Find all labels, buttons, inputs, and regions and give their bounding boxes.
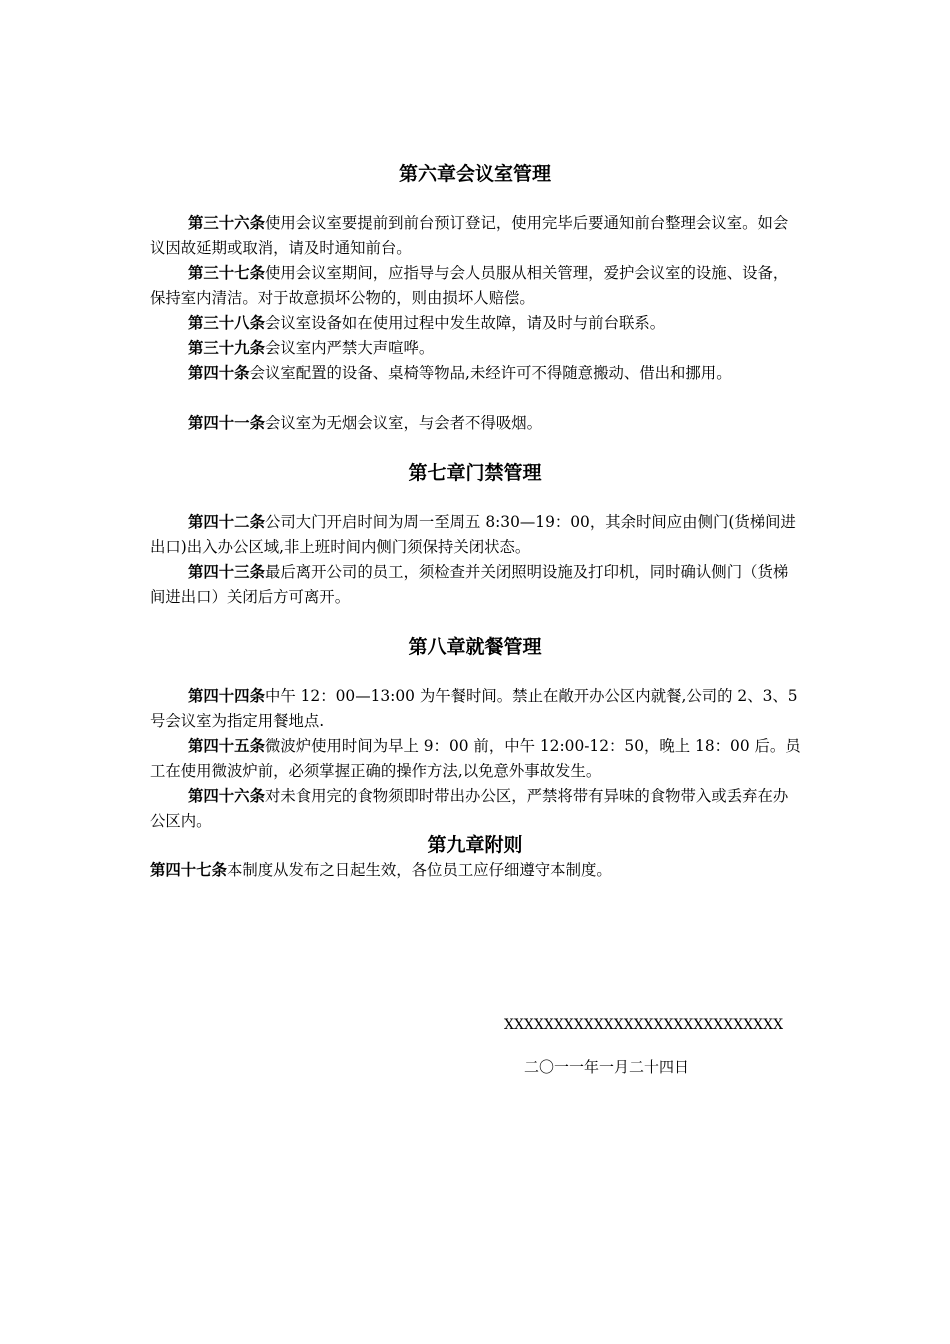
article-label: 第四十七条 [150,861,227,879]
chapter-9-heading: 第九章附则 [427,834,523,856]
article-36 [150,211,802,261]
article-45 [150,734,802,784]
article-text: 会议室为无烟会议室，与会者不得吸烟。 [264,414,543,432]
article-label: 第三十九条 [188,339,265,357]
article-44 [150,684,802,734]
article-text: 会议室内严禁大声喧哗。 [264,339,435,357]
chapter-7-heading: 第七章门禁管理 [408,462,542,484]
chapter-6-heading: 第六章会议室管理 [398,163,551,185]
article-40 [150,361,802,386]
article-label: 第四十一条 [188,414,265,432]
article-label: 第三十八条 [188,314,265,332]
article-text: 会议室配置的设备、桌椅等物品,未经许可不得随意搬动、借出和挪用。 [249,364,732,382]
article-label: 第四十二条 [188,513,265,531]
article-label: 第三十七条 [188,264,265,282]
article-text: 会议室设备如在使用过程中发生故障，请及时与前台联系。 [264,314,666,332]
article-38 [150,311,802,336]
chapter-8-heading: 第八章就餐管理 [408,636,542,658]
article-46 [150,784,802,834]
article-label: 第四十四条 [188,687,265,705]
article-42 [150,510,802,560]
article-text: 使用会议室期间，应指导与会人员服从相关管理，爱护会议室的设施、设备，保持室内清洁。对于故意损坏公物的，则由损坏人赔偿。 [150,264,789,307]
article-label: 第四十五条 [188,737,265,755]
article-text: 公司大门开启时间为周一至周五 8:30—19：00，其余时间应由侧门(货梯间进出口)出入办公区域,非上班时间内侧门须保持关闭状态。 [150,513,796,556]
article-text: 本制度从发布之日起生效，各位员工应仔细遵守本制度。 [226,861,612,879]
signature-date: 二〇一一年一月二十四日 [524,1058,690,1076]
article-47 [150,858,802,883]
article-text: 对未食用完的食物须即时带出办公区，严禁将带有异味的食物带入或丢弃在办公区内。 [150,787,789,830]
signature-company: XXXXXXXXXXXXXXXXXXXXXXXXXXXX [504,1017,784,1033]
article-text: 微波炉使用时间为早上 9：00 前，中午 12:00-12：50，晚上 18：00 后。员工在使用微波炉前，必须掌握正确的操作方法,以免意外事故发生。 [150,737,801,780]
article-label: 第四十条 [188,364,250,382]
article-label: 第三十六条 [188,214,265,232]
article-43 [150,560,802,610]
article-text: 最后离开公司的员工，须检查并关闭照明设施及打印机，同时确认侧门（货梯间进出口）关闭后方可离开。 [150,563,789,606]
article-text: 中午 12：00—13:00 为午餐时间。禁止在敞开办公区内就餐,公司的 2、3、5 号会议室为指定用餐地点. [150,687,798,730]
article-text: 使用会议室要提前到前台预订登记，使用完毕后要通知前台整理会议室。如会议因故延期或取消，请及时通知前台。 [150,214,789,257]
article-39 [150,336,802,361]
article-label: 第四十六条 [188,787,265,805]
article-41 [150,411,802,436]
article-37 [150,261,802,311]
article-label: 第四十三条 [188,563,265,581]
